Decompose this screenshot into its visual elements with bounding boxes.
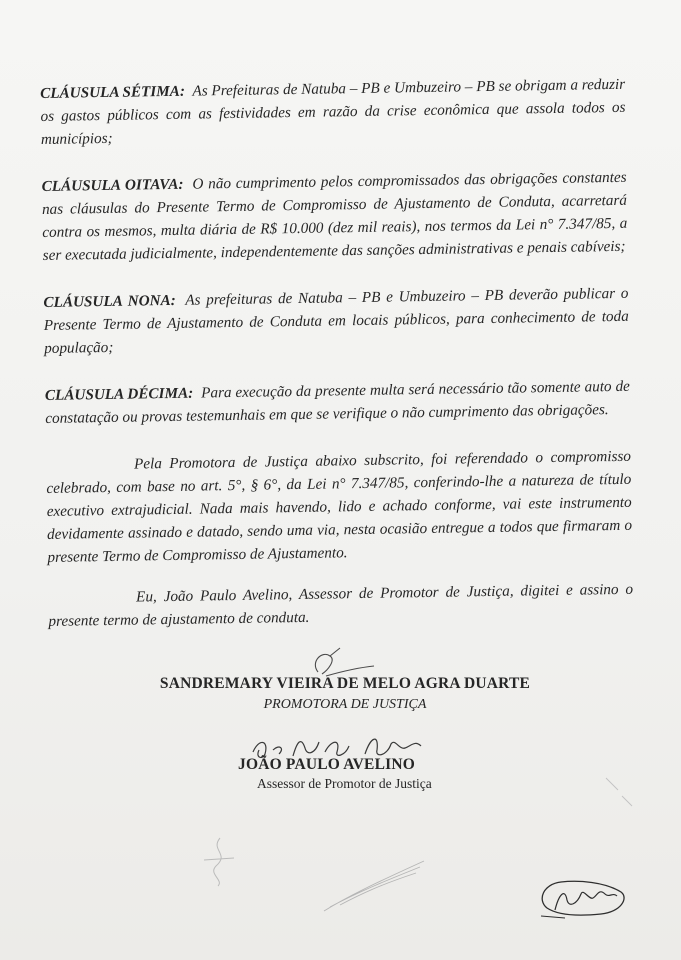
faint-scribble-mark xyxy=(190,830,250,890)
clause-heading: CLÁUSULA SÉTIMA: xyxy=(40,82,186,102)
clause-seventh xyxy=(40,73,626,151)
author-statement: Eu, João Paulo Avelino, Assessor de Promotor de Justiça, digitei e assino o presente termo de ajustamento de conduta. xyxy=(48,580,634,630)
signatory-name: SANDREMARY VIEIRA DE MELO AGRA DUARTE xyxy=(159,675,531,692)
clause-text: As prefeituras de Natuba – PB e Umbuzeiro – PB deverão publicar o Presente Termo de Ajustamento de Conduta em locais públicos, para conhecimento de toda população; xyxy=(43,284,629,357)
faint-scribble-mark xyxy=(600,770,640,810)
signatory-role: PROMOTORA DE JUSTIÇA xyxy=(263,697,427,712)
clause-heading: CLÁUSULA OITAVA: xyxy=(41,175,184,195)
faint-scribble-mark xyxy=(320,855,430,915)
document-body xyxy=(40,73,634,651)
closing-paragraph: Pela Promotora de Justiça abaixo subscrito, foi referendado o compromisso celebrado, com base no art. 5°, § 6°, da Lei n° 7.347/85, conferindo-lhe a natureza de título executivo extrajudicial. Nada mais havendo, lido e achado conforme, vai este instrumento devidamente assinado e datado, sendo uma via, nesta ocasião entregue a todos que firmaram o presente Termo de Compromisso de Ajustamento. xyxy=(46,447,633,566)
initials-signature xyxy=(535,870,630,925)
clause-heading: CLÁUSULA DÉCIMA: xyxy=(44,384,194,404)
clause-eighth xyxy=(41,166,627,267)
signatory-role: Assessor de Promotor de Justiça xyxy=(257,776,432,791)
clause-tenth xyxy=(45,375,631,430)
clause-text: Para execução da presente multa será necessário tão somente auto de constatação ou provas testemunhais em que se verifique o não cumprimento das obrigações. xyxy=(45,377,630,427)
clause-heading: CLÁUSULA NONA: xyxy=(43,291,176,311)
clause-ninth xyxy=(43,282,629,360)
clause-text: O não cumprimento pelos compromissados das obrigações constantes nas cláusulas do Presente Termo de Compromisso de Ajustamento de Conduta, acarretará contra os mesmos, multa diária de R$ 10.000 (dez mil reais), nos termos da Lei n° 7.347/85, a ser executada judicialmente, independentemente das sanções administrativas e penais cabíveis; xyxy=(41,168,628,264)
signatory-name: JOÃO PAULO AVELINO xyxy=(238,756,415,773)
clause-text: As Prefeituras de Natuba – PB e Umbuzeiro – PB se obrigam a reduzir os gastos públicos com as festividades em razão da crise econômica que assola todos os municípios; xyxy=(40,75,626,148)
signature-block xyxy=(0,630,681,960)
